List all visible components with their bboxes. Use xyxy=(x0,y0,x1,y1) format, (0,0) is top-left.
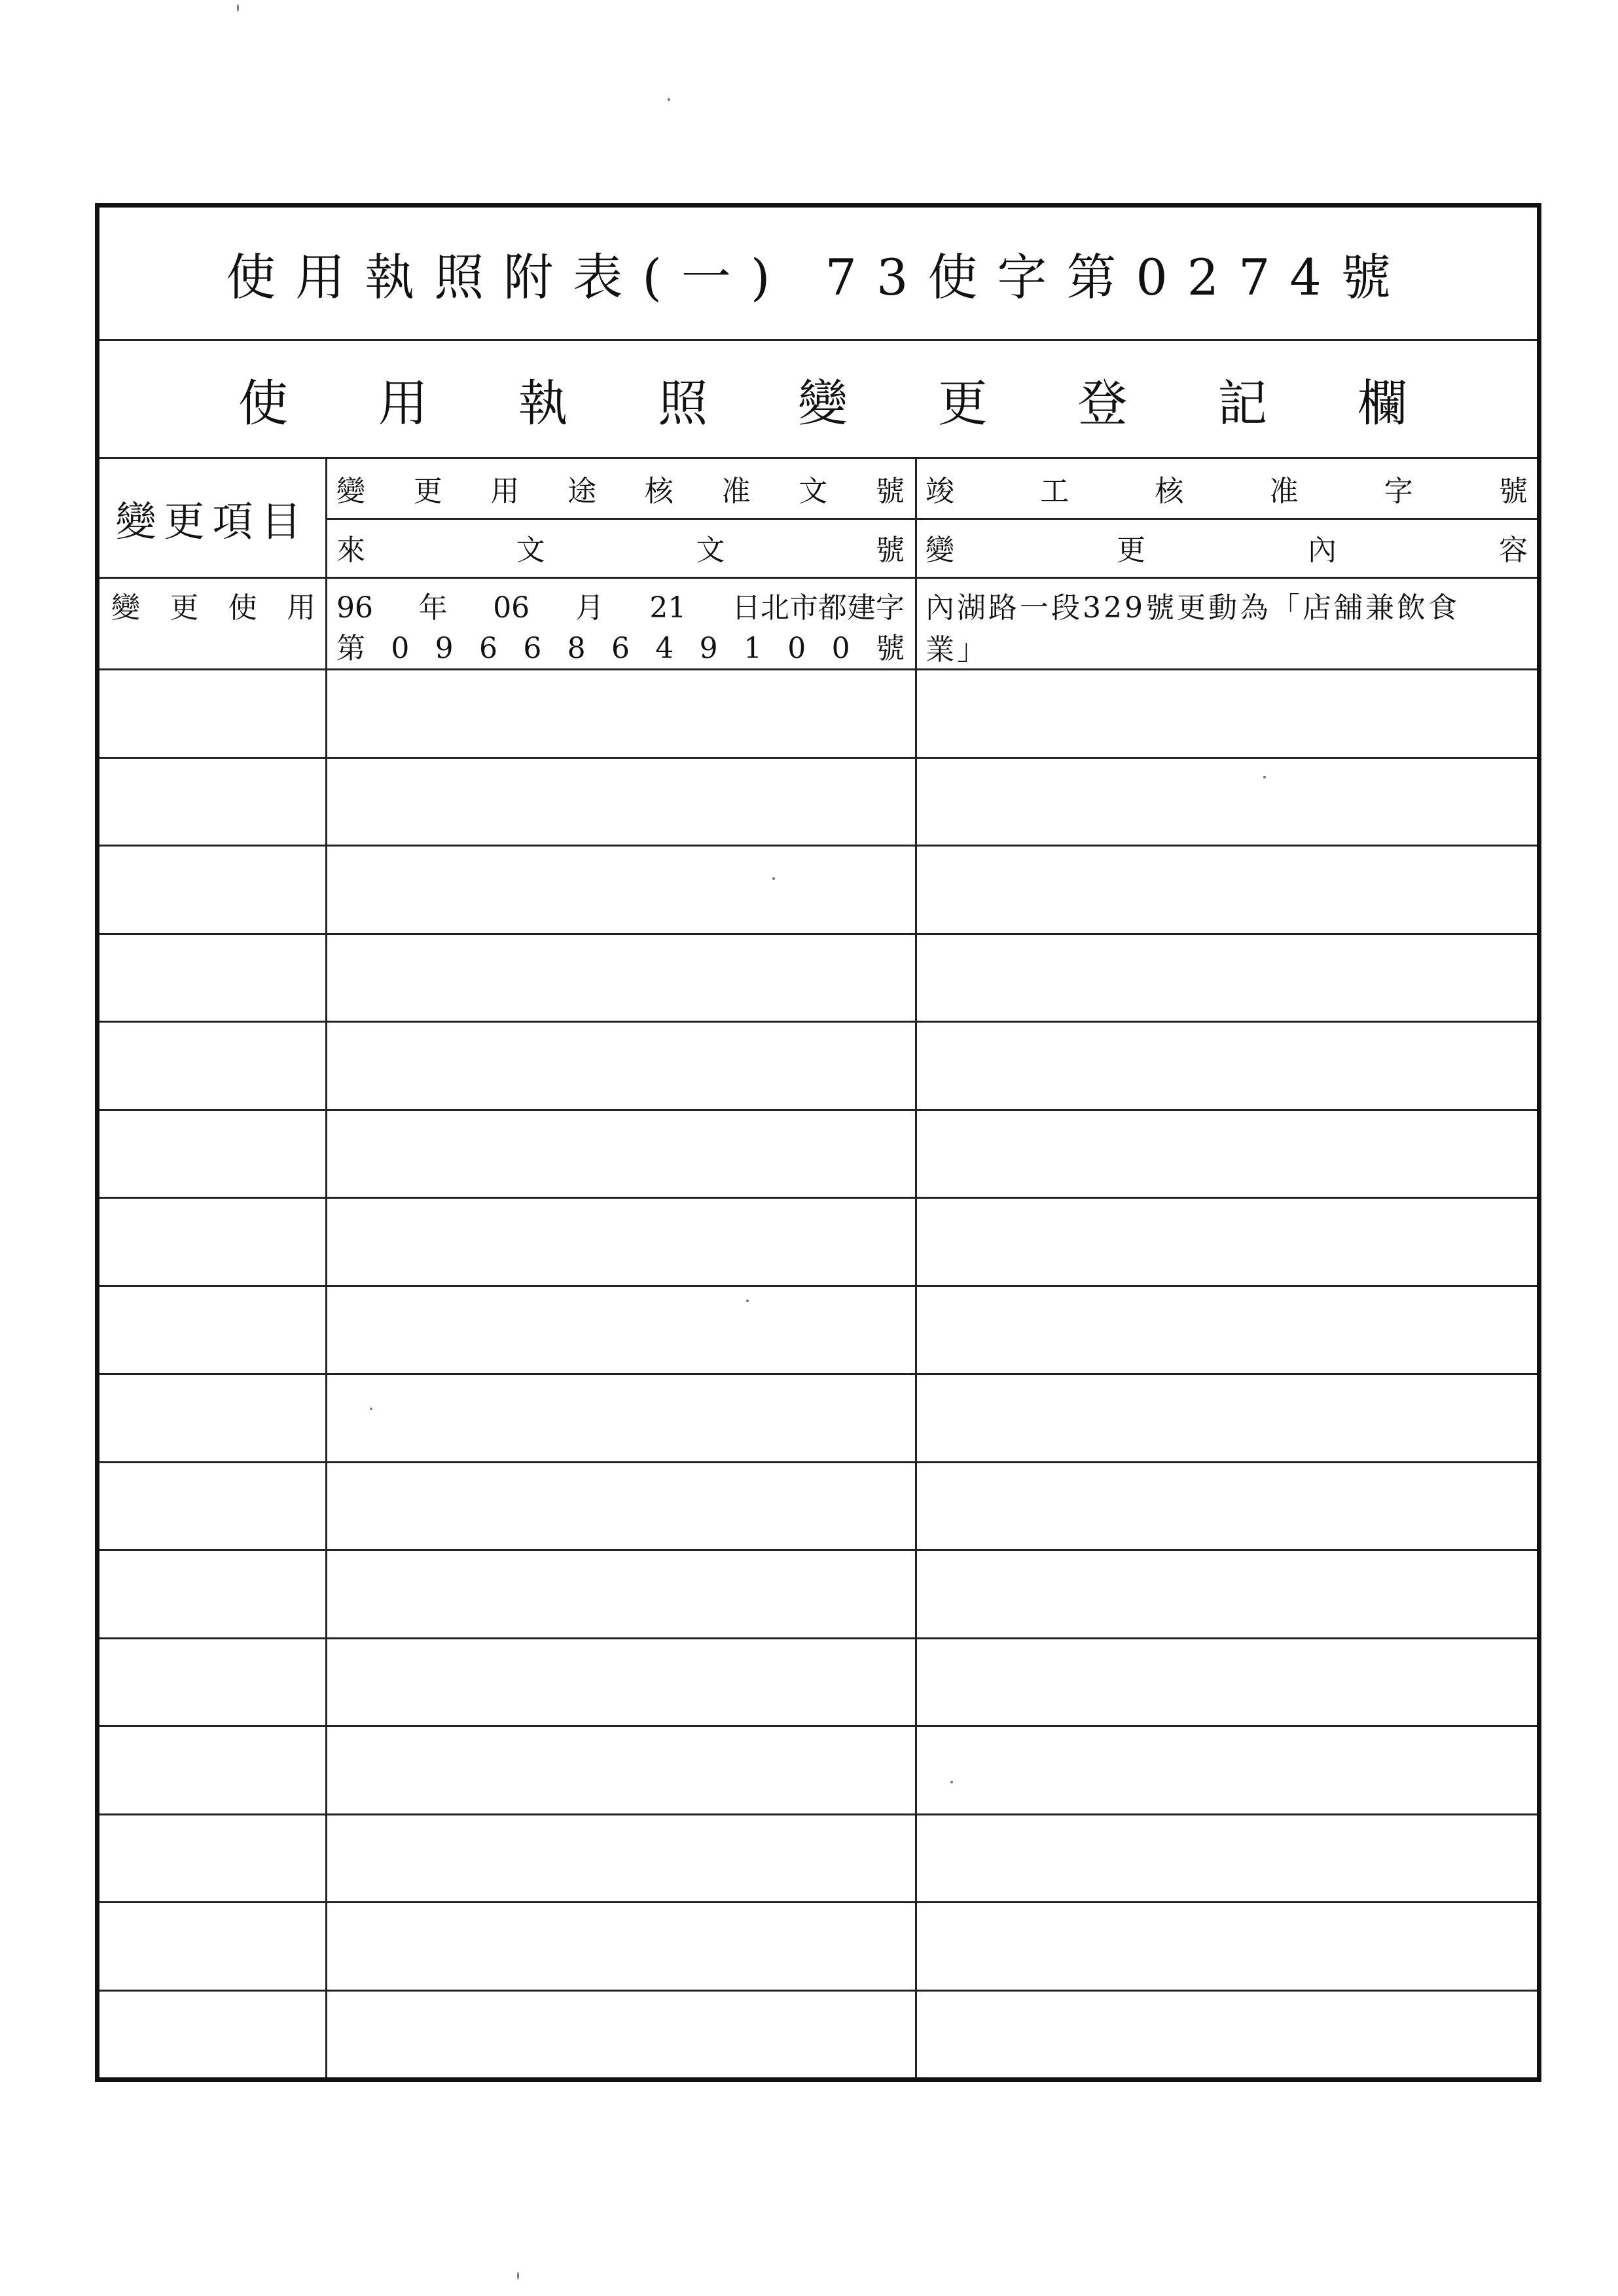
spread-char: 06 xyxy=(493,591,530,625)
spread-char: 9 xyxy=(435,632,454,665)
spread-char: 變 xyxy=(926,534,954,567)
scan-speck xyxy=(237,4,239,12)
spread-char: 號 xyxy=(1498,475,1528,508)
subtitle-char: 執 xyxy=(518,374,568,432)
entry-bottom-rule xyxy=(99,668,1537,670)
spread-char: 變 xyxy=(111,591,140,625)
subtitle-char: 記 xyxy=(1217,374,1268,432)
spread-char: 6 xyxy=(478,632,497,665)
spread-char: 0 xyxy=(391,632,410,665)
spread-char: 途 xyxy=(567,475,597,508)
spread-char: 0 xyxy=(787,632,806,665)
subtitle-char: 欄 xyxy=(1357,374,1407,432)
spread-char: 更 xyxy=(1117,534,1145,567)
license-form-frame xyxy=(95,203,1541,2082)
entry-content-line-1: 內湖路一段329號更動為「店舖兼飲食 xyxy=(926,591,1460,625)
spread-char: 來 xyxy=(336,534,365,567)
header-change-content xyxy=(926,532,1528,569)
blank-row-rule xyxy=(99,1549,1537,1551)
header-change-item: 變更項目 xyxy=(115,497,310,545)
subtitle-char: 使 xyxy=(238,374,288,432)
header-mid-rule-right xyxy=(915,518,1537,520)
spread-char: 字 xyxy=(1384,475,1413,508)
blank-row-rule xyxy=(99,933,1537,935)
blank-row-rule xyxy=(99,757,1537,759)
subtitle-char: 變 xyxy=(798,374,848,432)
spread-char: 變 xyxy=(336,475,365,508)
blank-row-rule xyxy=(99,1021,1537,1023)
spread-char: 更 xyxy=(413,475,442,508)
spread-char: 9 xyxy=(699,632,718,665)
spread-char: 0 xyxy=(831,632,850,665)
blank-row-rule xyxy=(99,1901,1537,1903)
spread-char: 號 xyxy=(875,632,905,665)
scan-speck xyxy=(370,1408,372,1410)
scan-speck xyxy=(668,98,670,101)
entry-change-item xyxy=(111,590,315,627)
blank-row-rule xyxy=(99,1725,1537,1727)
entry-doc-line-1 xyxy=(336,590,905,627)
spread-char: 日北市都建字 xyxy=(731,591,905,625)
spread-char: 用 xyxy=(286,591,315,625)
spread-char: 文 xyxy=(516,534,545,567)
blank-row-rule xyxy=(99,1197,1537,1199)
spread-char: 核 xyxy=(1155,475,1184,508)
subtitle-char: 更 xyxy=(937,374,988,432)
spread-char: 用 xyxy=(490,475,520,508)
form-title: 使用執照附表(一) 73使字第0274號 xyxy=(99,208,1537,341)
spread-char: 96 xyxy=(336,591,373,625)
blank-row-rule xyxy=(99,1109,1537,1111)
column-divider-2 xyxy=(915,459,917,2077)
spread-char: 21 xyxy=(649,591,687,625)
spread-char: 6 xyxy=(523,632,542,665)
header-approval-doc-number xyxy=(336,473,905,510)
blank-row-rule xyxy=(99,1813,1537,1815)
scan-speck xyxy=(772,877,775,880)
spread-char: 文 xyxy=(799,475,828,508)
spread-char: 內 xyxy=(1308,534,1337,567)
blank-row-rule xyxy=(99,1373,1537,1375)
spread-char: 號 xyxy=(875,475,905,508)
form-subtitle xyxy=(99,341,1537,459)
subtitle-char: 用 xyxy=(378,374,428,432)
spread-char: 1 xyxy=(743,632,762,665)
header-completion-permit-number xyxy=(926,473,1528,510)
spread-char: 容 xyxy=(1499,534,1528,567)
scan-speck xyxy=(1263,776,1266,778)
spread-char: 准 xyxy=(1269,475,1299,508)
blank-row-rule xyxy=(99,1990,1537,1992)
blank-row-rule xyxy=(99,1637,1537,1639)
spread-char: 號 xyxy=(875,534,905,567)
column-divider-1 xyxy=(325,459,327,2077)
spread-char: 竣 xyxy=(926,475,954,508)
spread-char: 更 xyxy=(170,591,199,625)
subtitle-char: 登 xyxy=(1077,374,1128,432)
header-bottom-rule xyxy=(99,577,1537,579)
spread-char: 8 xyxy=(567,632,586,665)
blank-row-rule xyxy=(99,845,1537,847)
entry-doc-line-2 xyxy=(336,630,905,667)
change-registration-table xyxy=(99,459,1537,2077)
blank-row-rule xyxy=(99,1461,1537,1463)
blank-row-rule xyxy=(99,1285,1537,1287)
header-incoming-doc-number xyxy=(336,532,905,569)
spread-char: 年 xyxy=(418,591,448,625)
spread-char: 第 xyxy=(336,632,365,665)
subtitle-char: 照 xyxy=(658,374,708,432)
scan-speck xyxy=(517,2272,519,2280)
header-mid-rule-left xyxy=(325,518,915,520)
scan-speck xyxy=(746,1300,749,1302)
spread-char: 工 xyxy=(1040,475,1070,508)
spread-char: 6 xyxy=(611,632,630,665)
spread-char: 使 xyxy=(228,591,257,625)
scan-speck xyxy=(950,1781,953,1783)
spread-char: 4 xyxy=(655,632,674,665)
entry-content-line-2: 業」 xyxy=(926,633,988,666)
spread-char: 月 xyxy=(575,591,604,625)
spread-char: 准 xyxy=(721,475,751,508)
spread-char: 文 xyxy=(696,534,725,567)
spread-char: 核 xyxy=(644,475,674,508)
